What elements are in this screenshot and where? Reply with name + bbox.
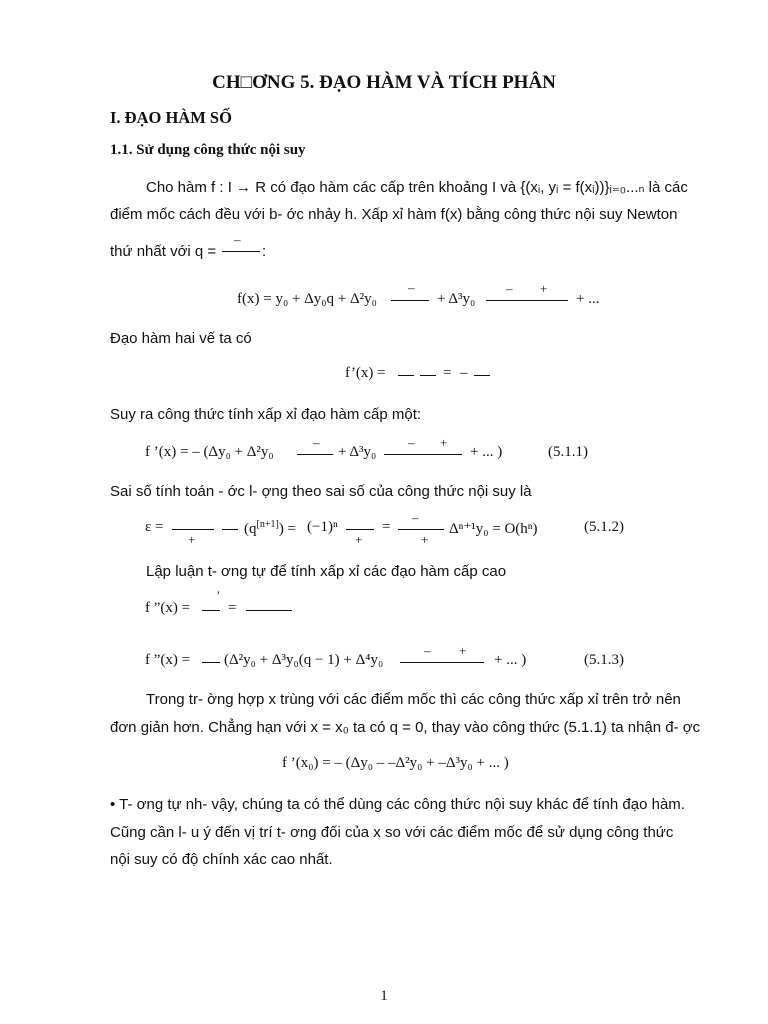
plus-mark: + bbox=[440, 435, 448, 450]
equation-number: (5.1.3) bbox=[584, 652, 624, 668]
fraction-bar bbox=[297, 454, 333, 455]
section-heading: I. ĐẠO HÀM SỐ bbox=[110, 108, 232, 127]
prime-mark: ′ bbox=[217, 588, 220, 603]
error-delta-term: Δⁿ⁺¹y₀ = O(hⁿ) bbox=[449, 521, 538, 537]
newton-formula-tail: + ... bbox=[576, 291, 600, 307]
paragraph-line: nội suy có độ chính xác cao nhất. bbox=[110, 851, 333, 868]
fraction-bar bbox=[391, 300, 429, 301]
fraction-bar bbox=[420, 375, 436, 376]
derivative-equation: f’(x) = bbox=[345, 365, 386, 381]
second-derivative-equals: = bbox=[228, 600, 237, 616]
second-derivative-tail: + ... ) bbox=[494, 652, 527, 668]
equation-number: (5.1.1) bbox=[548, 444, 588, 460]
fraction-bar bbox=[222, 529, 238, 530]
plus-mark: + bbox=[355, 532, 363, 547]
paragraph-line: Đạo hàm hai vế ta có bbox=[110, 330, 252, 347]
paragraph-line: Trong tr- ờng hợp x trùng với các điểm mốc thì các công thức xấp xỉ trên trở nên bbox=[146, 691, 681, 708]
fraction-bar bbox=[222, 251, 260, 252]
error-q-superscript: [n+1] bbox=[256, 519, 279, 530]
second-derivative-body: (Δ²y₀ + Δ³y₀(q − 1) + Δ⁴y₀ bbox=[224, 652, 384, 668]
newton-formula: f(x) = y₀ + Δy₀q + Δ²y₀ bbox=[237, 291, 377, 307]
minus-mark: – bbox=[460, 365, 468, 381]
page-number: 1 bbox=[380, 988, 388, 1004]
paragraph-line: Cho hàm f : I → R có đạo hàm các cấp trên khoảng I và {(xᵢ, yᵢ = f(xᵢ))}ᵢ₌₀...ₙ là các bbox=[146, 179, 688, 196]
first-derivative-formula: f ’(x) = – (Δy₀ + Δ²y₀ bbox=[145, 444, 274, 460]
fraction-bar bbox=[172, 529, 214, 530]
paragraph-line: điểm mốc cách đều với b- ớc nhảy h. Xấp xỉ hàm f(x) bằng công thức nội suy Newton bbox=[110, 206, 678, 223]
paragraph-line: : bbox=[262, 243, 267, 260]
fraction-bar bbox=[400, 662, 484, 663]
plus-mark: + bbox=[421, 532, 429, 547]
fraction-bar bbox=[246, 610, 292, 611]
subsection-heading: 1.1. Sử dụng công thức nội suy bbox=[110, 142, 306, 158]
error-equals: = bbox=[382, 519, 391, 535]
plus-mark: + bbox=[188, 532, 196, 547]
first-derivative-part: + Δ³y₀ bbox=[338, 444, 377, 460]
fraction-bar bbox=[398, 529, 444, 530]
error-formula: ε = bbox=[145, 519, 164, 535]
paragraph-line: Suy ra công thức tính xấp xỉ đạo hàm cấp một: bbox=[110, 406, 422, 423]
second-derivative-definition: f ”(x) = bbox=[145, 600, 191, 616]
paragraph-line: thứ nhất với q = bbox=[110, 243, 217, 260]
error-formula-q bbox=[244, 519, 296, 538]
minus-mark: – bbox=[412, 510, 419, 525]
fraction-bar bbox=[202, 662, 220, 663]
equation-number: (5.1.2) bbox=[584, 519, 624, 535]
error-q: (q bbox=[244, 521, 257, 537]
chapter-title: CH□ƠNG 5. ĐẠO HÀM VÀ TÍCH PHÂN bbox=[212, 72, 556, 93]
equals-mark: = bbox=[443, 365, 452, 381]
paragraph-line: Cũng cần l- u ý đến vị trí t- ơng đối của x so với các điểm mốc để sử dụng công thức bbox=[110, 824, 674, 841]
minus-mark: – bbox=[313, 435, 320, 450]
paragraph-line: đơn giản hơn. Chẳng hạn với x = x₀ ta có q = 0, thay vào công thức (5.1.1) ta nhận đ- ợc bbox=[110, 719, 701, 736]
paragraph-line: Lập luận t- ơng tự để tính xấp xỉ các đạo hàm cấp cao bbox=[146, 563, 507, 580]
fraction-bar bbox=[398, 375, 414, 376]
error-q-close: ) = bbox=[278, 521, 297, 537]
fraction-bar bbox=[474, 375, 490, 376]
minus-mark: – bbox=[424, 643, 431, 658]
newton-formula-part: + Δ³y₀ bbox=[437, 291, 476, 307]
fraction-bar bbox=[486, 300, 568, 301]
second-derivative-formula: f ”(x) = bbox=[145, 652, 191, 668]
fraction-bar bbox=[346, 529, 374, 530]
error-sign-term: (−1)ⁿ bbox=[307, 519, 338, 535]
minus-mark: – bbox=[234, 232, 241, 247]
plus-mark: + bbox=[459, 643, 467, 658]
fraction-bar bbox=[384, 454, 462, 455]
first-derivative-tail: + ... ) bbox=[470, 444, 503, 460]
minus-mark: – bbox=[506, 281, 513, 296]
node-derivative-formula: f ’(x₀) = – (Δy₀ – –Δ²y₀ + –Δ³y₀ + ... ) bbox=[282, 755, 509, 771]
minus-mark: – bbox=[408, 435, 415, 450]
fraction-bar bbox=[202, 610, 220, 611]
paragraph-line: Sai số tính toán - ớc l- ợng theo sai số của công thức nội suy là bbox=[110, 483, 532, 500]
minus-mark: – bbox=[408, 280, 415, 295]
plus-mark: + bbox=[540, 281, 548, 296]
paragraph-line: • T- ơng tự nh- vậy, chúng ta có thể dùng các công thức nội suy khác để tính đạo hàm. bbox=[110, 796, 685, 813]
